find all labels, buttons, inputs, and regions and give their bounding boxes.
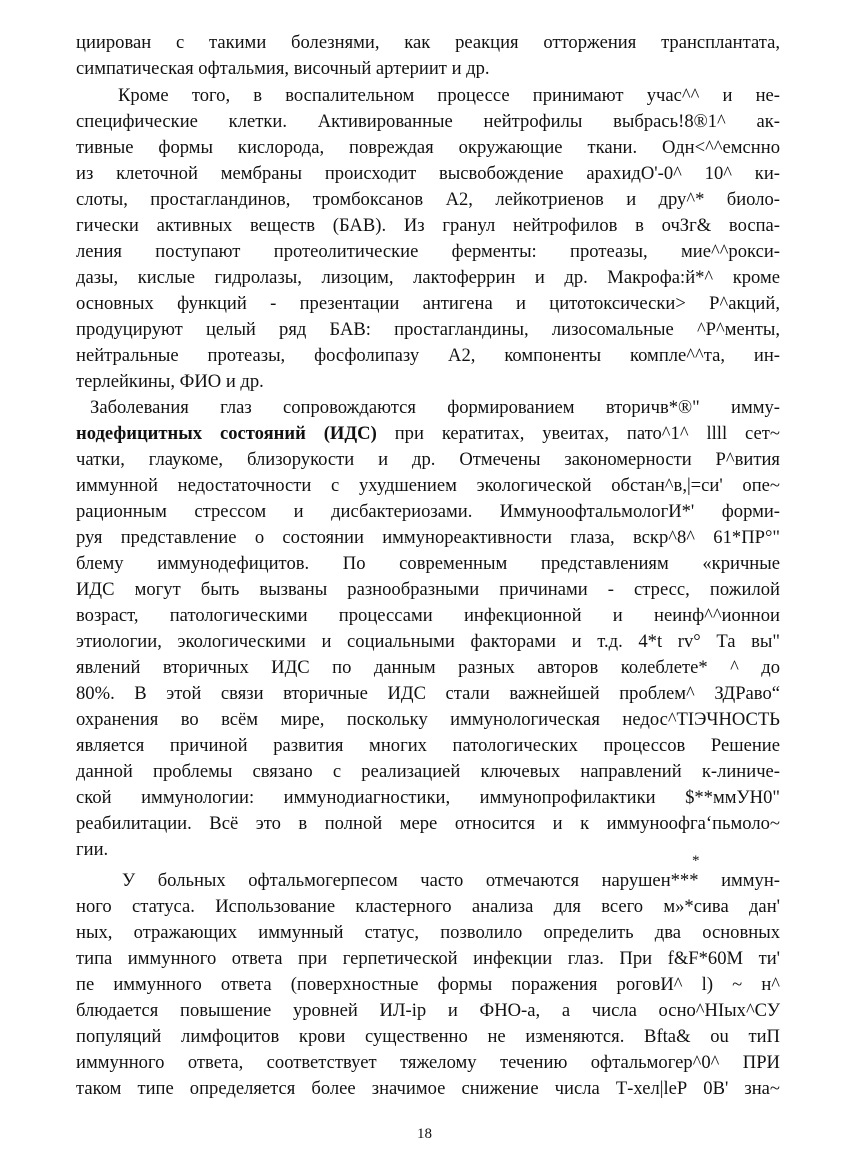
text-line: продуцируют целый ряд БАВ: простагландины, лизосомальные ^Р^менты, [76,319,780,340]
text-line: ления поступают протеолитические ферменты: протеазы, мие^^рокси- [76,241,780,262]
text-line: явлений вторичных ИДС по данным разных авторов колеблете* ^ до [76,657,780,678]
text-line: ных, отражающих иммунный статус, позволило определить два основных [76,922,780,943]
text-line: данной проблемы связано с реализацией ключевых направлений к-линиче- [76,761,780,782]
text-line: этиологии, экологическими и социальными факторами и т.д. 4*t rv° Та вы" [76,631,780,652]
asterisk-mark: * [692,853,700,869]
text-line: является причиной развития многих патологических процессов Решение [76,735,780,756]
text-line: циирован с такими болезнями, как реакция отторжения трансплантата, [76,32,780,53]
text-line: блему иммунодефицитов. По современным представлениям «кричные [76,553,780,574]
text-line: ного статуса. Использование кластерного анализа для всего м»*сива дан' [76,896,780,917]
text-line: пе иммунного ответа (поверхностные формы поражения роговИ^ l) ~ н^ [76,974,780,995]
text-line: основных функций - презентации антигена и цитотоксически> Р^акций, [76,293,780,314]
text-line: 80%. В этой связи вторичные ИДС стали важнейшей проблем^ ЗДРаво“ [76,683,780,704]
text-line: терлейкины, ФИО и др. [76,371,264,392]
text-line: специфические клетки. Активированные нейтрофилы выбрась!8®1^ ак- [76,111,780,132]
text-line: ИДС могут быть вызваны разнообразными причинами - стресс, пожилой [76,579,780,600]
text-line: ской иммунологии: иммунодиагностики, иммунопрофилактики $**ммУН0" [76,787,780,808]
text-line: слоты, простагландинов, тромбоксанов А2, лейкотриенов и дру^* биоло- [76,189,780,210]
text-line: тивные формы кислорода, повреждая окружающие ткани. Одн<^^емснно [76,137,780,158]
text-line: руя представление о состоянии иммунореактивности глаза, вскр^8^ 61*ПР°" [76,527,780,548]
text-line: Заболевания глаз сопровождаются формированием вторичв*®" имму- [90,397,780,418]
text-line: Кроме того, в воспалительном процессе принимают учас^^ и не- [118,85,780,106]
bold-term: нодефицитных состояний (ИДС) [76,423,377,444]
text-line: У больных офтальмогерпесом часто отмечаются нарушен*** иммун- [122,870,780,891]
text-line: гически активных веществ (БАВ). Из гранул нейтрофилов в очЗг& воспа- [76,215,780,236]
text-line: гии. [76,839,109,860]
text-line: рационным стрессом и дисбактериозами. ИммуноофтальмологИ*' форми- [76,501,780,522]
text-line [76,421,780,447]
text-line: популяций лимфоцитов крови существенно не изменяются. Bfta& ou тиП [76,1026,780,1047]
text-line: таком типе определяется более значимое снижение числа Т-хел|leР 0В' зна~ [76,1078,780,1099]
text-line: возраст, патологическими процессами инфекционной и неинф^^ионнои [76,605,780,626]
text-line: из клеточной мембраны происходит высвобождение арахидО'-0^ 10^ ки- [76,163,780,184]
text-line: охранения во всём мире, поскольку иммунологическая недос^ТIЭЧНОСТЬ [76,709,780,730]
text-line: блюдается повышение уровней ИЛ-iр и ФНО-а, а числа осно^НIых^СУ [76,1000,780,1021]
text-line: нейтральные протеазы, фосфолипазу А2, компоненты компле^^та, ин- [76,345,780,366]
text-line: иммунного ответа, соответствует тяжелому течению офтальмогер^0^ ПРИ [76,1052,780,1073]
text-line: симпатическая офтальмия, височный артериит и др. [76,58,490,79]
text-line: типа иммунного ответа при герпетической инфекции глаз. При f&F*60M ти' [76,948,780,969]
text-line: дазы, кислые гидролазы, лизоцим, лактоферрин и др. Макрофа:й*^ кроме [76,267,780,288]
text-line: иммунной недостаточности с ухудшением экологической обстан^в,|=си' опе~ [76,475,780,496]
text-fragment: при кератитах, увеитах, пато^1^ llll сет~ [394,423,780,444]
text-line: чатки, глаукоме, близорукости и др. Отмечены закономерности Р^вития [76,449,780,470]
page-number: 18 [417,1126,432,1142]
text-line: реабилитации. Всё это в полной мере относится и к иммуноофга‘пьмоло~ [76,813,780,834]
